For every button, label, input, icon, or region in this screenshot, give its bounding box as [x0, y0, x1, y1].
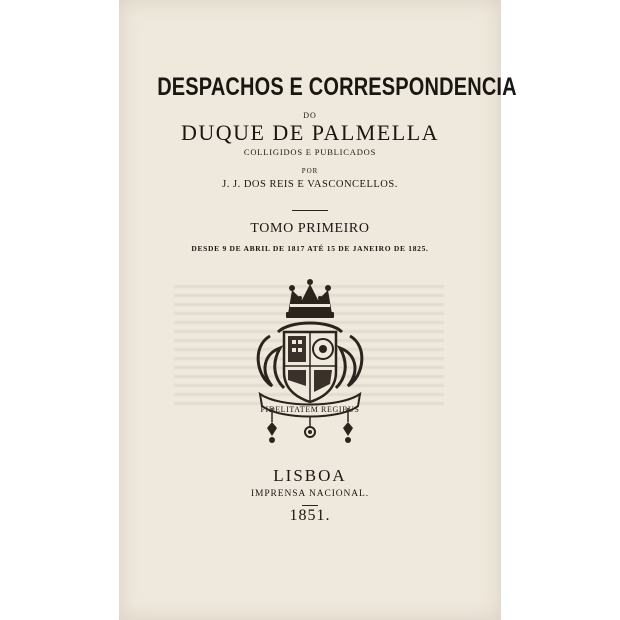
do-word: DO — [303, 111, 317, 120]
date-range: DESDE 9 DE ABRIL DE 1817 ATÉ 15 DE JANEIRO DE 1825. — [191, 244, 429, 253]
collected-line: COLLIGIDOS E PUBLICADOS — [243, 147, 377, 157]
divider-rule — [292, 210, 328, 211]
volume-title: TOMO PRIMEIRO — [250, 221, 370, 236]
publisher: IMPRENSA NACIONAL. — [250, 489, 370, 499]
city: LISBOA — [273, 466, 347, 485]
publication-year: 1851. — [289, 507, 331, 524]
coat-of-arms-icon — [250, 276, 370, 446]
divider-rule-small — [302, 505, 318, 506]
emblem-motto: FIDELITATEM REGIBUS — [260, 405, 360, 414]
por-word: POR — [301, 167, 319, 175]
main-title: DESPACHOS E CORRESPONDENCIA — [157, 73, 517, 101]
subject-title: DUQUE DE PALMELLA — [180, 120, 440, 145]
book-title-page — [119, 0, 517, 620]
editor-line: J. J. DOS REIS E VASCONCELLOS. — [222, 179, 398, 190]
